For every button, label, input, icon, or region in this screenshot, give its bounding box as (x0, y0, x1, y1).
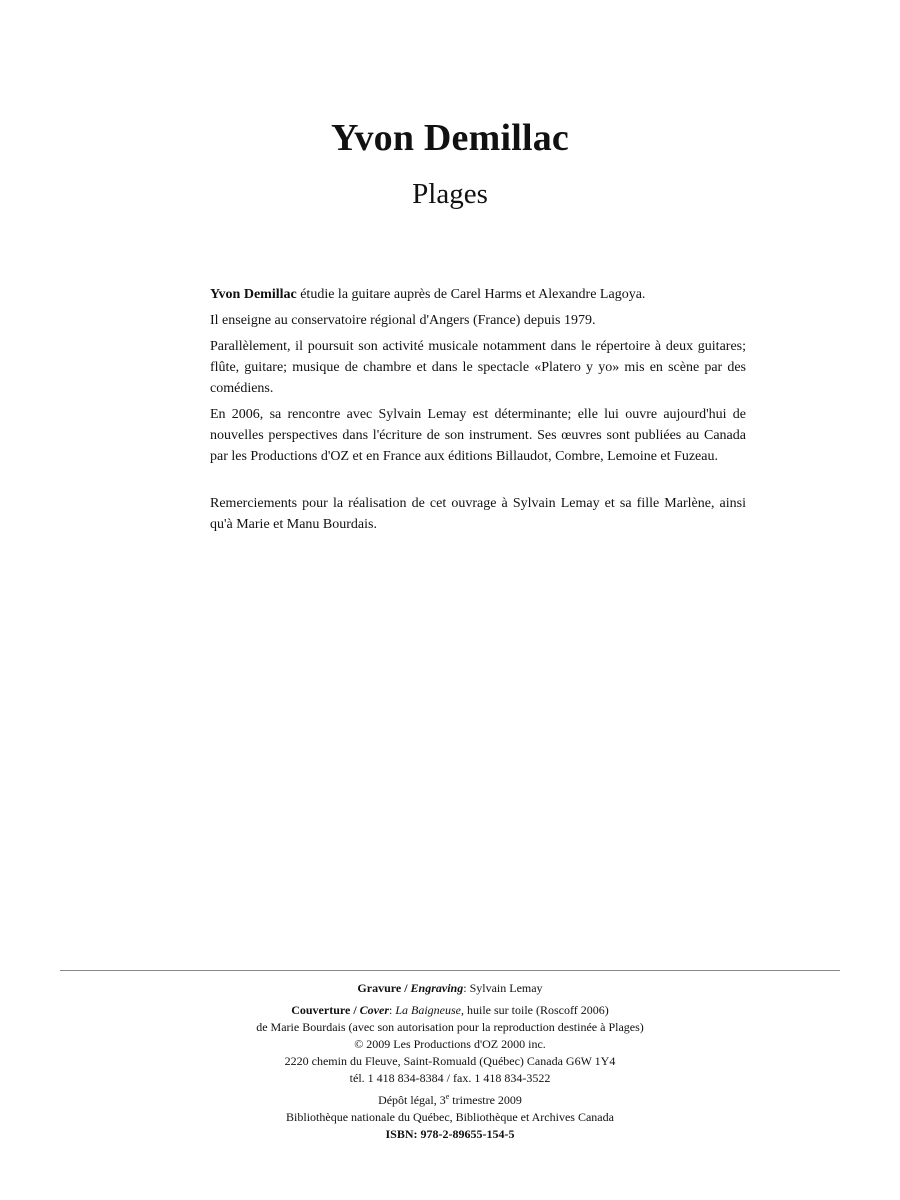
legal-deposit-prefix: Dépôt légal, 3 (378, 1093, 446, 1107)
legal-deposit-suffix: trimestre 2009 (449, 1093, 522, 1107)
libraries-notice: Bibliothèque nationale du Québec, Bibliothèque et Archives Canada (286, 1110, 614, 1124)
publisher-phone-fax: tél. 1 418 834-8384 / fax. 1 418 834-3522 (349, 1071, 551, 1085)
cover-label-en: Cover (359, 1003, 389, 1017)
engraving-credit (0, 980, 900, 997)
acknowledgements: Remerciements pour la réalisation de cet ouvrage à Sylvain Lemay et sa fille Marlène, ainsi qu'à Marie et Manu Bourdais. (210, 496, 746, 532)
engraving-label-fr: Gravure (357, 981, 402, 995)
work-title: Plages (412, 178, 488, 210)
composer-name: Yvon Demillac (331, 117, 569, 159)
cover-credit-line-2: de Marie Bourdais (avec son autorisation pour la reproduction destinée à Plages) (256, 1020, 644, 1034)
isbn: ISBN: 978-2-89655-154-5 (385, 1127, 515, 1141)
copyright-notice: © 2009 Les Productions d'OZ 2000 inc. (354, 1037, 546, 1051)
legal-deposit-ordinal: e (445, 1092, 450, 1101)
engraving-value: : Sylvain Lemay (463, 981, 543, 995)
cover-label-fr: Couverture (291, 1003, 351, 1017)
cover-medium: , huile sur toile (Roscoff 2006) (461, 1003, 609, 1017)
bio-paragraph-1-text: étudie la guitare auprès de Carel Harms et Alexandre Lagoya. (296, 287, 646, 302)
bio-paragraph-2: Il enseigne au conservatoire régional d'Angers (France) depuis 1979. (210, 313, 596, 328)
engraving-label-sep: / (401, 981, 411, 995)
engraving-label-en: Engraving (410, 981, 464, 995)
cover-label-sep: / (350, 1003, 360, 1017)
bio-paragraph-1 (210, 284, 746, 305)
bio-paragraph-3: Parallèlement, il poursuit son activité musicale notamment dans le répertoire à deux guitares; flûte, guitare; musique de chambre et dans le spectacle «Platero y yo» mis en scène par des comédiens. (210, 339, 746, 396)
cover-colon: : (389, 1003, 396, 1017)
publication-credits (0, 980, 900, 1143)
credits-divider (60, 970, 840, 971)
bio-composer-name: Yvon Demillac (210, 287, 297, 302)
cover-work-title: La Baigneuse (395, 1003, 462, 1017)
legal-deposit (0, 1092, 900, 1109)
bio-paragraph-4: En 2006, sa rencontre avec Sylvain Lemay est déterminante; elle lui ouvre aujourd'hui de nouvelles perspectives dans l'écriture de son instrument. Ses œuvres sont publiées au Canada par les Productions d'OZ et en France aux éditions Billaudot, Combre, Lemoine et Fuzeau. (210, 407, 746, 464)
cover-credit (0, 1002, 900, 1019)
biography (210, 284, 746, 540)
publisher-address: 2220 chemin du Fleuve, Saint-Romuald (Québec) Canada G6W 1Y4 (284, 1054, 616, 1068)
